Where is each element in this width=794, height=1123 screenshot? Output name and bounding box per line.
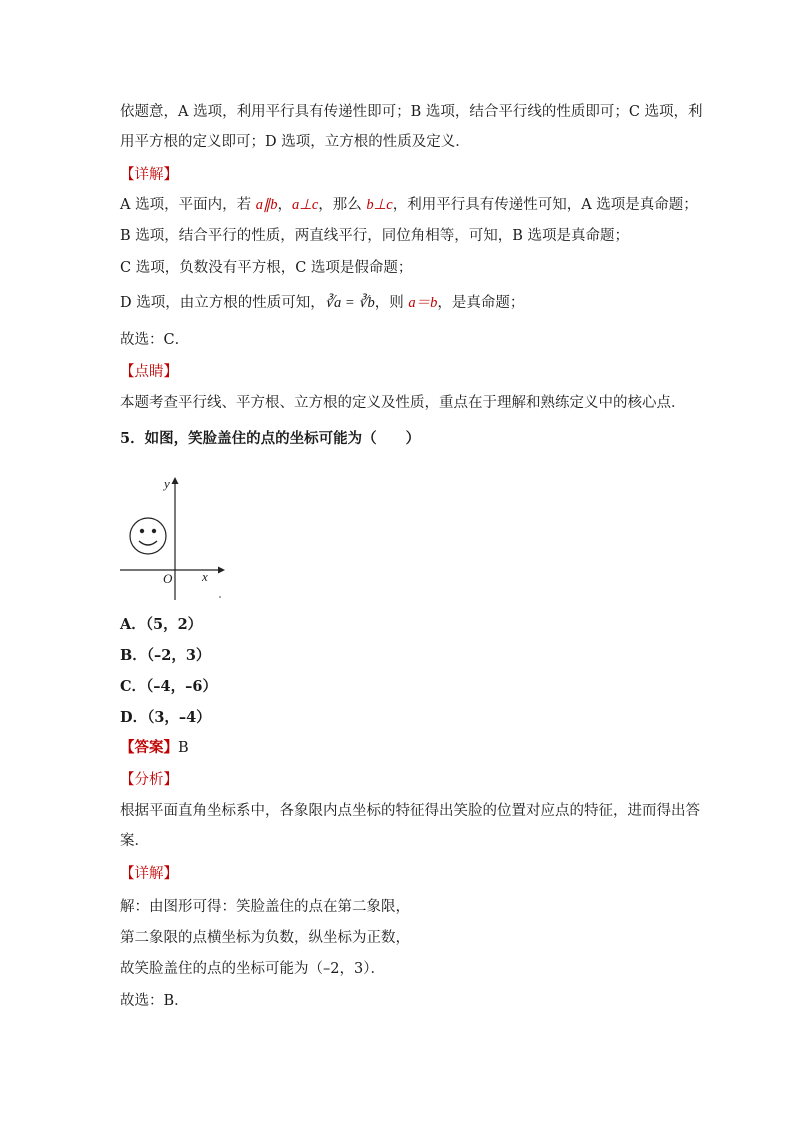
analysis-5-line-1: 根据平面直角坐标系中，各象限内点坐标的特征得出笑脸的位置对应点的特征，进而得出答: [120, 803, 700, 819]
origin-label: O: [163, 571, 173, 586]
option-d: D．（3，–4）: [120, 709, 211, 726]
detail-prev-option-c: C 选项，负数没有平方根，C 选项是假命题；: [120, 260, 413, 276]
detail-a-end: ，利用平行具有传递性可知，A 选项是真命题；: [392, 197, 698, 213]
detail-d-formula: ∛a = ∛b: [324, 295, 375, 311]
detail-d-start: D 选项，由立方根的性质可知，: [120, 295, 325, 311]
y-axis-label: y: [164, 476, 170, 491]
detail-a-mid: ，那么: [318, 197, 367, 213]
question-5-title: 5．如图，笑脸盖住的点的坐标可能为（ ）: [120, 430, 421, 447]
y-axis-arrow-icon: [172, 477, 179, 484]
option-c: C．（–4，–6）: [120, 678, 217, 695]
analysis-prev-line-2: 用平方根的定义即可；D 选项，立方根的性质及定义．: [120, 134, 470, 150]
analysis-5-heading: 【分析】: [120, 772, 178, 788]
detail-a-cond1: a∥b: [255, 197, 278, 213]
detail-5-line-1: 解：由图形可得：笑脸盖住的点在第二象限，: [120, 899, 410, 915]
detail-a-start: A 选项，平面内，若: [120, 197, 256, 213]
decorative-dot: [219, 596, 221, 598]
detail-prev-option-a: [120, 195, 698, 215]
x-axis-label: x: [202, 569, 208, 584]
analysis-prev-line-1: 依题意，A 选项，利用平行具有传递性即可；B 选项，结合平行线的性质即可；C 选项，利: [120, 104, 703, 120]
detail-a-concl: b⊥c: [366, 197, 393, 213]
comment-prev-text: 本题考查平行线、平方根、立方根的定义及性质，重点在于理解和熟练定义中的核心点．: [120, 395, 686, 411]
detail-a-sep: ，: [277, 197, 292, 213]
x-axis-arrow-icon: [218, 567, 225, 574]
detail-prev-answer: 故选：C．: [120, 332, 190, 348]
detail-prev-option-d: [120, 293, 524, 313]
comment-prev-heading: 【点睛】: [120, 364, 178, 380]
detail-5-heading: 【详解】: [120, 866, 178, 882]
detail-5-line-2: 第二象限的点横坐标为负数，纵坐标为正数，: [120, 930, 410, 946]
detail-5-line-3: 故笑脸盖住的点的坐标可能为（–2，3）．: [120, 961, 385, 977]
smiley-coordinate-figure: [118, 476, 228, 604]
smiley-face-icon: [130, 518, 166, 554]
detail-5-answer: 故选：B．: [120, 993, 189, 1009]
answer-5-value: B: [178, 740, 189, 756]
analysis-5-line-2: 案．: [120, 833, 149, 849]
detail-d-eq: a＝b: [408, 295, 438, 311]
detail-d-end: ，是真命题；: [437, 295, 525, 311]
option-a: A．（5，2）: [120, 616, 203, 633]
answer-5: [120, 738, 189, 758]
detail-prev-heading: 【详解】: [120, 167, 178, 183]
detail-d-mid: ，则: [374, 295, 409, 311]
detail-prev-option-b: B 选项，结合平行的性质，两直线平行，同位角相等，可知，B 选项是真命题；: [120, 228, 630, 244]
option-b: B．（–2，3）: [120, 647, 211, 664]
detail-a-cond2: a⊥c: [291, 197, 319, 213]
answer-5-label: 【答案】: [120, 739, 178, 756]
